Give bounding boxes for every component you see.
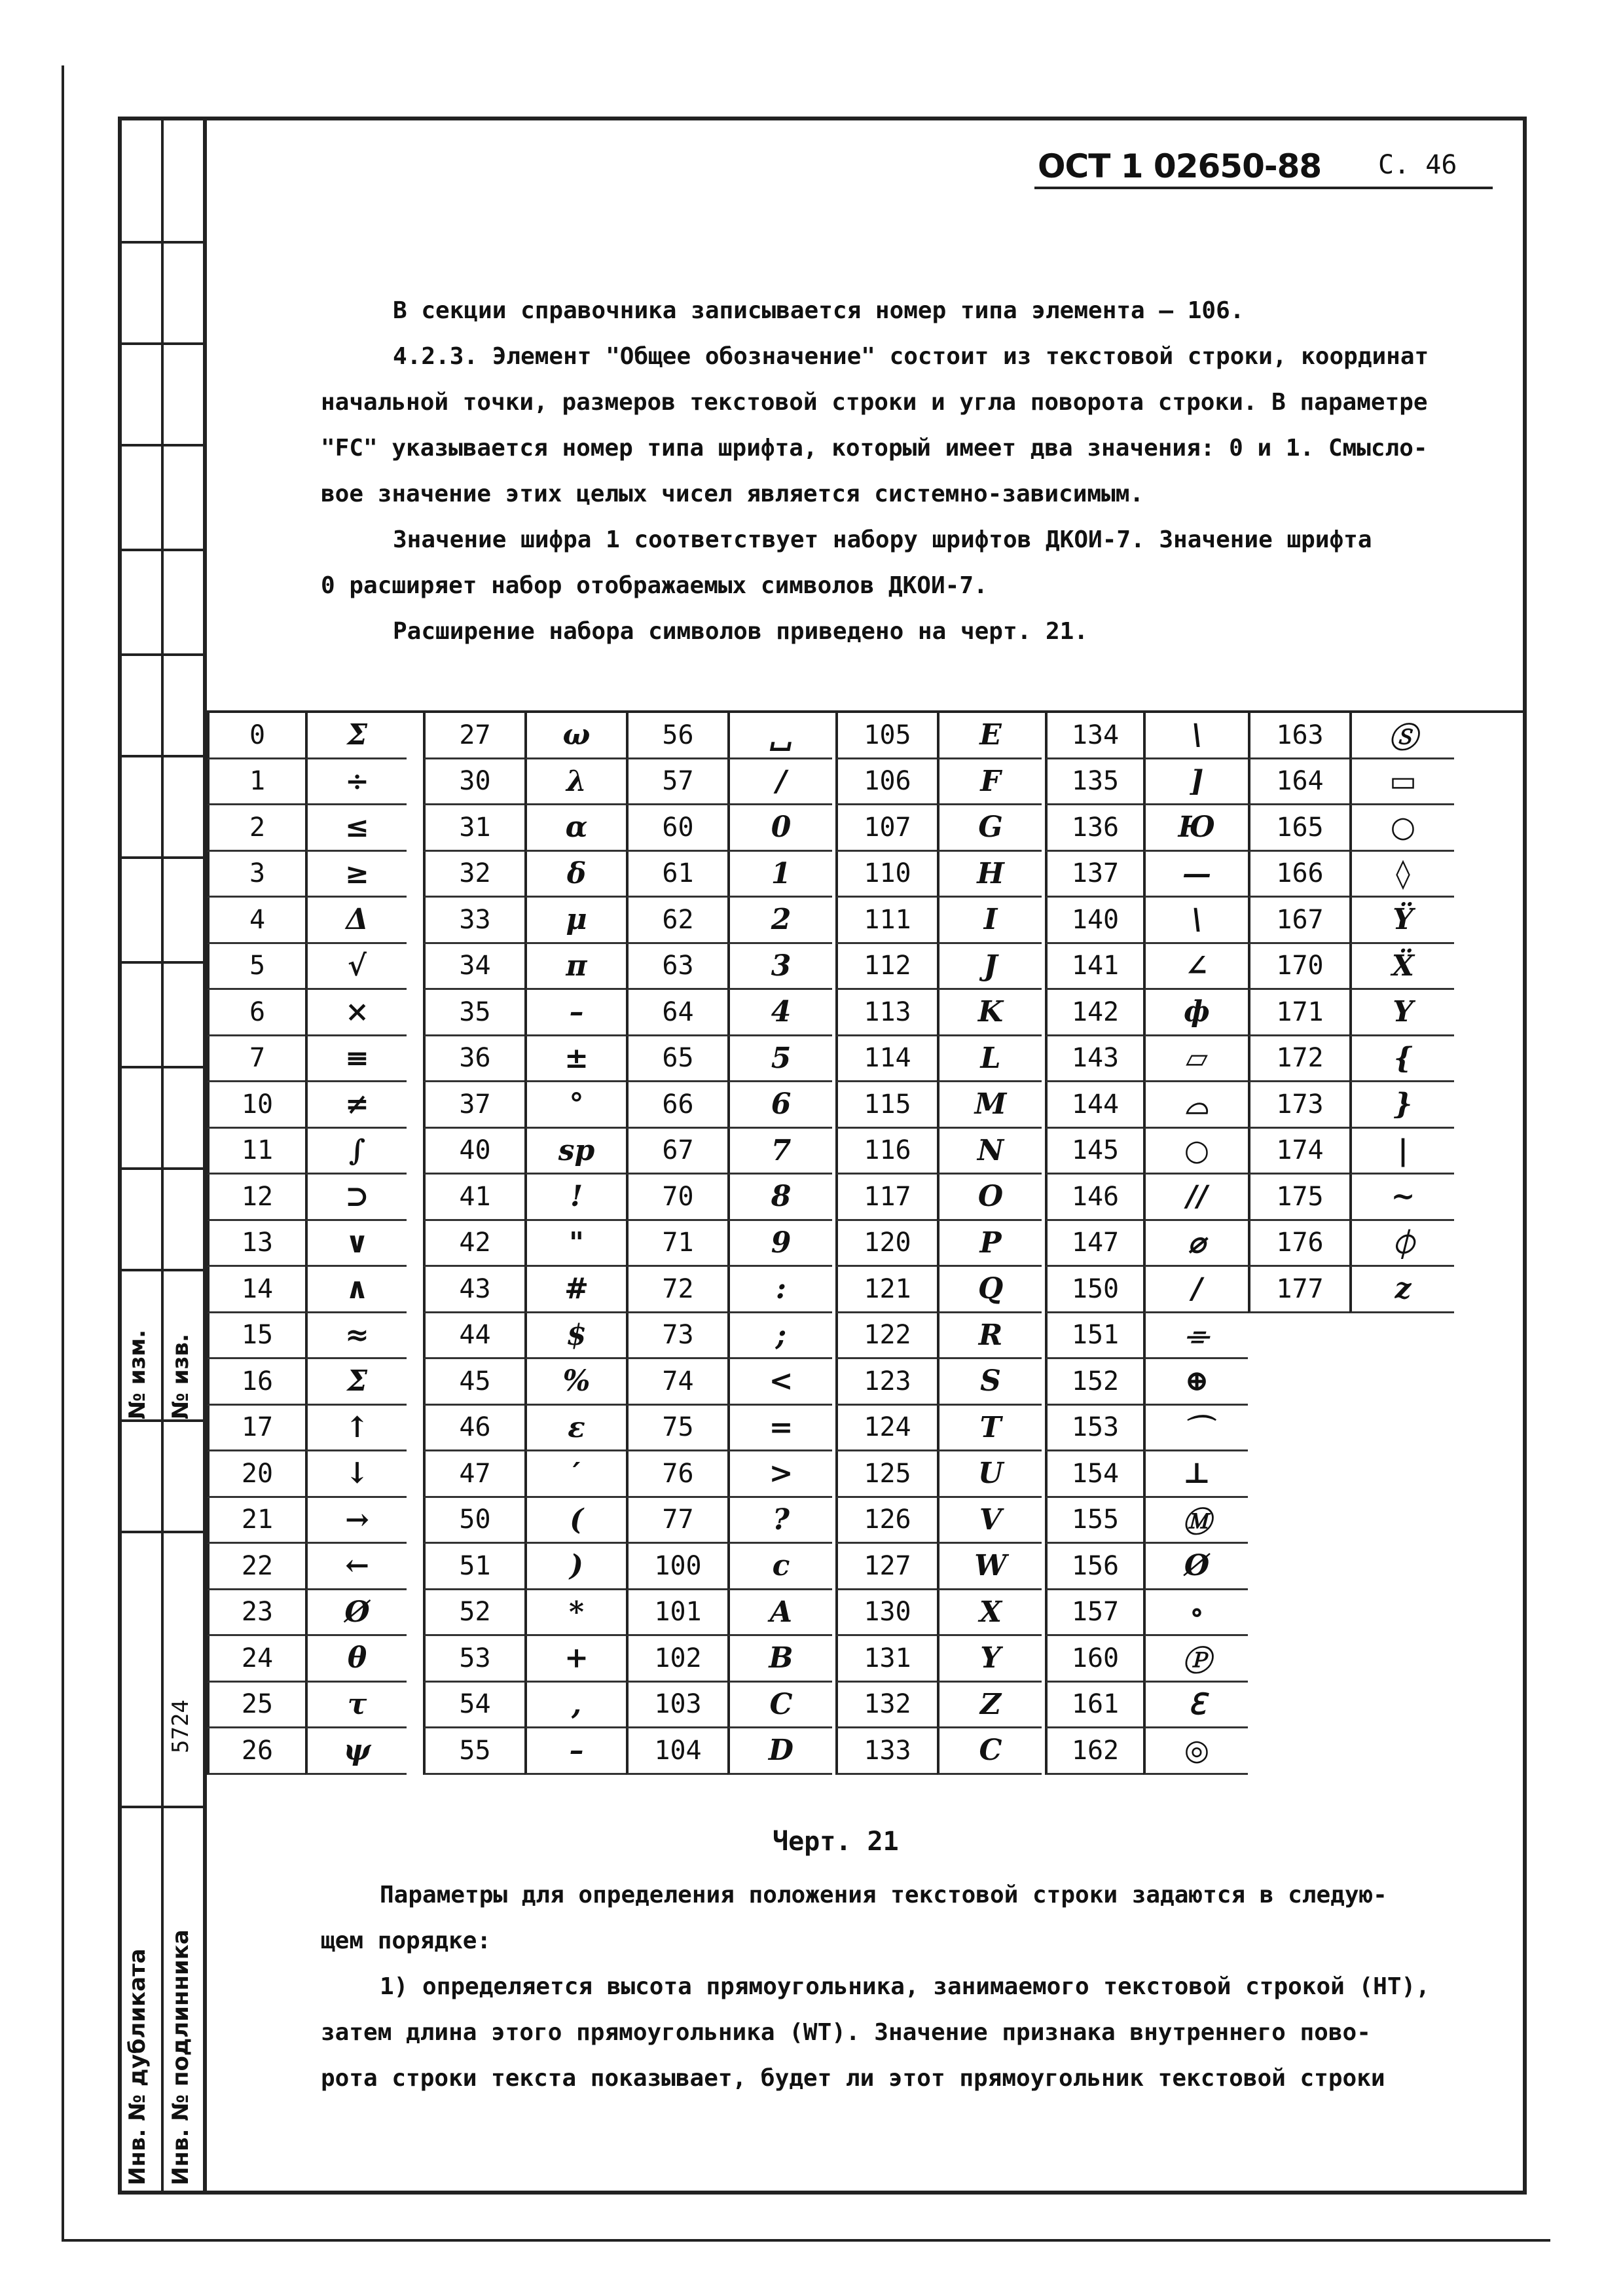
code-cell: 54 (423, 1683, 524, 1729)
code-cell: 123 (835, 1359, 937, 1406)
symbol-cell: V (937, 1498, 1042, 1544)
code-cell: 170 (1248, 944, 1349, 991)
code-cell: 21 (207, 1498, 305, 1544)
symbol-cell: — (1143, 852, 1248, 898)
symbol-cell: : (727, 1267, 832, 1313)
symbol-cell: Ø (1143, 1544, 1248, 1590)
code-cell: 171 (1248, 990, 1349, 1036)
symbol-cell: ⌓ (1143, 1082, 1248, 1129)
code-cell: 132 (835, 1683, 937, 1729)
symbol-cell: ␣ (727, 713, 832, 759)
symbol-cell: 7 (727, 1129, 832, 1175)
margin-strip (118, 117, 207, 2195)
symbol-cell: ○ (1143, 1129, 1248, 1175)
symbol-cell: Y (937, 1636, 1042, 1683)
code-cell: 5 (207, 944, 305, 991)
code-cell: 127 (835, 1544, 937, 1590)
code-cell: 24 (207, 1636, 305, 1683)
symbol-cell: ○ (1349, 805, 1454, 852)
symbol-cell: ° (524, 1082, 626, 1129)
symbol-cell: 1 (727, 852, 832, 898)
symbol-cell: W (937, 1544, 1042, 1590)
symbol-cell: # (524, 1267, 626, 1313)
symbol-cell: α (524, 805, 626, 852)
code-cell: 152 (1045, 1359, 1143, 1406)
code-cell: 101 (626, 1590, 727, 1637)
code-cell: 124 (835, 1406, 937, 1452)
symbol-cell: √ (305, 944, 407, 991)
code-cell: 55 (423, 1728, 524, 1775)
symbol-cell: ▱ (1143, 1036, 1248, 1083)
code-cell: 165 (1248, 805, 1349, 852)
symbol-cell: P (937, 1221, 1042, 1267)
symbol-cell: Σ (305, 1359, 407, 1406)
code-cell: 31 (423, 805, 524, 852)
code-cell: 26 (207, 1728, 305, 1775)
symbol-cell: τ (305, 1683, 407, 1729)
symbol-cell: ε (524, 1406, 626, 1452)
symbol-cell: ф (1143, 990, 1248, 1036)
code-cell: 16 (207, 1359, 305, 1406)
symbol-cell: + (524, 1636, 626, 1683)
symbol-cell: ω (524, 713, 626, 759)
symbol-cell: × (305, 990, 407, 1036)
symbol-cell: ⏀ (1349, 1221, 1454, 1267)
page-number: С. 46 (1378, 150, 1457, 180)
code-cell: 110 (835, 852, 937, 898)
code-cell: 137 (1045, 852, 1143, 898)
symbol-cell: T (937, 1406, 1042, 1452)
code-cell: 151 (1045, 1313, 1143, 1360)
code-cell: 70 (626, 1175, 727, 1221)
code-cell: 172 (1248, 1036, 1349, 1083)
code-cell: 121 (835, 1267, 937, 1313)
symbol-cell: $ (524, 1313, 626, 1360)
symbol-cell: ? (727, 1498, 832, 1544)
symbol-cell: C (727, 1683, 832, 1729)
code-cell: 163 (1248, 713, 1349, 759)
code-cell: 117 (835, 1175, 937, 1221)
code-cell: 40 (423, 1129, 524, 1175)
code-cell: 122 (835, 1313, 937, 1360)
code-cell: 164 (1248, 759, 1349, 806)
code-cell: 41 (423, 1175, 524, 1221)
para-line: 1) определяется высота прямоугольника, занимаемого текстовой строкой (HT), (380, 1973, 1430, 2000)
code-cell: 15 (207, 1313, 305, 1360)
code-cell: 114 (835, 1036, 937, 1083)
code-cell: 120 (835, 1221, 937, 1267)
para-line: затем длина этого прямоугольника (WT). Значение признака внутреннего пово- (321, 2019, 1371, 2046)
code-cell: 167 (1248, 898, 1349, 944)
symbol-cell: ⌒ (1143, 1406, 1248, 1452)
symbol-cell: ≡ (305, 1036, 407, 1083)
code-cell: 72 (626, 1267, 727, 1313)
code-cell: 46 (423, 1406, 524, 1452)
code-cell: 161 (1045, 1683, 1143, 1729)
symbol-cell: ⊃ (305, 1175, 407, 1221)
strip-divider (161, 117, 164, 2195)
code-cell: 106 (835, 759, 937, 806)
code-cell: 63 (626, 944, 727, 991)
code-cell: 2 (207, 805, 305, 852)
code-cell: 76 (626, 1451, 727, 1498)
code-cell: 62 (626, 898, 727, 944)
symbol-cell: } (1349, 1082, 1454, 1129)
code-cell: 145 (1045, 1129, 1143, 1175)
header-underline (1034, 187, 1493, 189)
code-cell: 30 (423, 759, 524, 806)
code-cell: 102 (626, 1636, 727, 1683)
code-cell: 50 (423, 1498, 524, 1544)
code-cell: 134 (1045, 713, 1143, 759)
symbol-cell: ← (305, 1544, 407, 1590)
code-cell: 53 (423, 1636, 524, 1683)
code-cell: 57 (626, 759, 727, 806)
symbol-cell: A (727, 1590, 832, 1637)
symbol-cell: O (937, 1175, 1042, 1221)
symbol-cell: U (937, 1451, 1042, 1498)
code-cell: 43 (423, 1267, 524, 1313)
code-cell: 115 (835, 1082, 937, 1129)
code-cell: 116 (835, 1129, 937, 1175)
symbol-cell: / (1143, 1267, 1248, 1313)
para-line: начальной точки, размеров текстовой строки и угла поворота строки. В параметре (321, 389, 1428, 416)
code-cell: 166 (1248, 852, 1349, 898)
label-izm: № изм. (124, 1329, 151, 1419)
symbol-cell: ∫ (305, 1129, 407, 1175)
code-cell: 111 (835, 898, 937, 944)
symbol-cell: Ÿ (1349, 898, 1454, 944)
symbol-cell: ↓ (305, 1451, 407, 1498)
symbol-cell: R (937, 1313, 1042, 1360)
symbol-cell: N (937, 1129, 1042, 1175)
code-cell: 173 (1248, 1082, 1349, 1129)
code-cell: 146 (1045, 1175, 1143, 1221)
code-cell: 155 (1045, 1498, 1143, 1544)
symbol-cell: Ⓜ (1143, 1498, 1248, 1544)
para-line: Значение шифра 1 соответствует набору шрифтов ДКОИ-7. Значение шрифта (393, 526, 1372, 553)
symbol-cell: 9 (727, 1221, 832, 1267)
code-cell: 67 (626, 1129, 727, 1175)
code-cell: 177 (1248, 1267, 1349, 1313)
code-cell: 75 (626, 1406, 727, 1452)
code-cell: 141 (1045, 944, 1143, 991)
code-cell: 60 (626, 805, 727, 852)
symbol-cell: ≥ (305, 852, 407, 898)
symbol-cell: ◎ (1143, 1728, 1248, 1775)
code-cell: 143 (1045, 1036, 1143, 1083)
code-cell: 42 (423, 1221, 524, 1267)
code-cell: 25 (207, 1683, 305, 1729)
code-cell: 133 (835, 1728, 937, 1775)
code-cell: 61 (626, 852, 727, 898)
symbol-cell: ( (524, 1498, 626, 1544)
symbol-cell: ↑ (305, 1406, 407, 1452)
code-cell: 7 (207, 1036, 305, 1083)
code-cell: 105 (835, 713, 937, 759)
symbol-cell: Ẍ (1349, 944, 1454, 991)
symbol-cell: ⌀ (1143, 1221, 1248, 1267)
symbol-cell: ] (1143, 759, 1248, 806)
label-inv-dub: Инв. № дубликата (124, 1948, 151, 2185)
symbol-cell: z (1349, 1267, 1454, 1313)
symbol-cell: ′ (524, 1451, 626, 1498)
symbol-cell: , (524, 1683, 626, 1729)
symbol-cell: Ⓢ (1349, 713, 1454, 759)
code-cell: 13 (207, 1221, 305, 1267)
symbol-cell: 3 (727, 944, 832, 991)
symbol-cell: ) (524, 1544, 626, 1590)
para-line: 4.2.3. Элемент "Общее обозначение" состоит из текстовой строки, координат (393, 343, 1429, 370)
code-cell: 45 (423, 1359, 524, 1406)
label-izv: № изв. (168, 1334, 194, 1419)
code-cell: 47 (423, 1451, 524, 1498)
code-cell: 10 (207, 1082, 305, 1129)
symbol-cell: θ (305, 1636, 407, 1683)
code-cell: 34 (423, 944, 524, 991)
para-line: 0 расширяет набор отображаемых символов ДКОИ-7. (321, 572, 988, 599)
code-cell: 160 (1045, 1636, 1143, 1683)
para-line: щем порядке: (321, 1927, 492, 1954)
code-cell: 113 (835, 990, 937, 1036)
code-cell: 156 (1045, 1544, 1143, 1590)
code-cell: 131 (835, 1636, 937, 1683)
symbol-cell: Ю (1143, 805, 1248, 852)
code-cell: 23 (207, 1590, 305, 1637)
symbol-cell: Δ (305, 898, 407, 944)
code-cell: 130 (835, 1590, 937, 1637)
figure-caption: Черт. 21 (773, 1827, 899, 1857)
code-cell: 12 (207, 1175, 305, 1221)
symbol-cell: 4 (727, 990, 832, 1036)
code-cell: 37 (423, 1082, 524, 1129)
symbol-cell: > (727, 1451, 832, 1498)
code-cell: 11 (207, 1129, 305, 1175)
symbol-cell: / (727, 759, 832, 806)
symbol-cell: ∘ (1143, 1590, 1248, 1637)
symbol-cell: ⌯ (1143, 1313, 1248, 1360)
symbol-cell: K (937, 990, 1042, 1036)
symbol-cell: ≤ (305, 805, 407, 852)
symbol-cell: 5 (727, 1036, 832, 1083)
code-cell: 74 (626, 1359, 727, 1406)
symbol-cell: S (937, 1359, 1042, 1406)
symbol-cell: → (305, 1498, 407, 1544)
code-cell: 14 (207, 1267, 305, 1313)
code-cell: 150 (1045, 1267, 1143, 1313)
code-cell: 107 (835, 805, 937, 852)
symbol-cell: ! (524, 1175, 626, 1221)
symbol-cell: ⊕ (1143, 1359, 1248, 1406)
symbol-cell: % (524, 1359, 626, 1406)
symbol-cell: ⊥ (1143, 1451, 1248, 1498)
symbol-cell: ▭ (1349, 759, 1454, 806)
code-cell: 35 (423, 990, 524, 1036)
symbol-cell: Z (937, 1683, 1042, 1729)
code-cell: 126 (835, 1498, 937, 1544)
symbol-cell: ~ (1349, 1175, 1454, 1221)
code-cell: 65 (626, 1036, 727, 1083)
symbol-cell: X (937, 1590, 1042, 1637)
code-cell: 51 (423, 1544, 524, 1590)
code-cell: 147 (1045, 1221, 1143, 1267)
code-cell: 22 (207, 1544, 305, 1590)
symbol-cell: Σ (305, 713, 407, 759)
symbol-cell: I (937, 898, 1042, 944)
symbol-cell: F (937, 759, 1042, 806)
code-cell: 100 (626, 1544, 727, 1590)
symbol-cell: ◊ (1349, 852, 1454, 898)
code-cell: 6 (207, 990, 305, 1036)
symbol-cell: \ (1143, 898, 1248, 944)
code-cell: 144 (1045, 1082, 1143, 1129)
code-cell: 20 (207, 1451, 305, 1498)
symbol-cell: \ (1143, 713, 1248, 759)
symbol-cell: sp (524, 1129, 626, 1175)
code-cell: 3 (207, 852, 305, 898)
code-cell: 73 (626, 1313, 727, 1360)
symbol-cell: ≈ (305, 1313, 407, 1360)
symbol-cell: J (937, 944, 1042, 991)
symbol-cell: Ø (305, 1590, 407, 1637)
para-line: вое значение этих целых чисел является системно-зависимым. (321, 481, 1144, 507)
symbol-cell: < (727, 1359, 832, 1406)
symbol-cell: = (727, 1406, 832, 1452)
code-cell: 136 (1045, 805, 1143, 852)
symbol-cell: 0 (727, 805, 832, 852)
symbol-cell: ≠ (305, 1082, 407, 1129)
page-header (1038, 147, 1496, 187)
symbol-cell: G (937, 805, 1042, 852)
symbol-cell: C (937, 1728, 1042, 1775)
symbol-cell: ; (727, 1313, 832, 1360)
symbol-cell: Q (937, 1267, 1042, 1313)
code-cell: 176 (1248, 1221, 1349, 1267)
symbol-cell: – (524, 1728, 626, 1775)
code-cell: 162 (1045, 1728, 1143, 1775)
symbol-table (207, 710, 1527, 1791)
symbol-cell: δ (524, 852, 626, 898)
symbol-cell: ∨ (305, 1221, 407, 1267)
code-cell: 174 (1248, 1129, 1349, 1175)
code-cell: 103 (626, 1683, 727, 1729)
symbol-cell: π (524, 944, 626, 991)
symbol-cell: * (524, 1590, 626, 1637)
symbol-cell: ψ (305, 1728, 407, 1775)
symbol-cell: ∧ (305, 1267, 407, 1313)
symbol-cell: ± (524, 1036, 626, 1083)
code-cell: 71 (626, 1221, 727, 1267)
symbol-cell: ÷ (305, 759, 407, 806)
code-cell: 52 (423, 1590, 524, 1637)
symbol-cell: D (727, 1728, 832, 1775)
symbol-cell: // (1143, 1175, 1248, 1221)
code-cell: 64 (626, 990, 727, 1036)
para-line: Параметры для определения положения текстовой строки задаются в следую- (380, 1882, 1387, 1908)
code-cell: 17 (207, 1406, 305, 1452)
symbol-cell: B (727, 1636, 832, 1683)
symbol-cell: " (524, 1221, 626, 1267)
symbol-cell: Ⓟ (1143, 1636, 1248, 1683)
code-cell: 77 (626, 1498, 727, 1544)
symbol-cell: ∠ (1143, 944, 1248, 991)
code-cell: 154 (1045, 1451, 1143, 1498)
symbol-cell: c (727, 1544, 832, 1590)
code-cell: 135 (1045, 759, 1143, 806)
symbol-cell: 6 (727, 1082, 832, 1129)
symbol-cell: L (937, 1036, 1042, 1083)
para-line: рота строки текста показывает, будет ли этот прямоугольник текстовой строки (321, 2065, 1385, 2092)
para-line: "FC" указывается номер типа шрифта, который имеет два значения: 0 и 1. Смысло- (321, 435, 1428, 462)
code-cell: 44 (423, 1313, 524, 1360)
symbol-cell: E (937, 713, 1042, 759)
symbol-cell: λ (524, 759, 626, 806)
doc-code: ОСТ 1 02650-88 (1038, 147, 1322, 185)
symbol-cell: 2 (727, 898, 832, 944)
code-cell: 104 (626, 1728, 727, 1775)
code-cell: 1 (207, 759, 305, 806)
label-inv-podl: Инв. № подлинника (168, 1929, 194, 2185)
para-line: Расширение набора символов приведено на черт. 21. (393, 618, 1089, 645)
code-cell: 125 (835, 1451, 937, 1498)
code-cell: 27 (423, 713, 524, 759)
symbol-cell: – (524, 990, 626, 1036)
symbol-cell: 8 (727, 1175, 832, 1221)
symbol-cell: ℇ (1143, 1683, 1248, 1729)
code-cell: 175 (1248, 1175, 1349, 1221)
code-cell: 112 (835, 944, 937, 991)
code-cell: 33 (423, 898, 524, 944)
symbol-cell: Y (1349, 990, 1454, 1036)
code-cell: 0 (207, 713, 305, 759)
code-cell: 157 (1045, 1590, 1143, 1637)
symbol-cell: H (937, 852, 1042, 898)
top-text (321, 288, 1473, 655)
symbol-cell: μ (524, 898, 626, 944)
code-cell: 4 (207, 898, 305, 944)
code-cell: 140 (1045, 898, 1143, 944)
bottom-text (321, 1872, 1473, 2102)
label-inv-number: 5724 (168, 1700, 194, 1753)
code-cell: 66 (626, 1082, 727, 1129)
symbol-cell: M (937, 1082, 1042, 1129)
code-cell: 36 (423, 1036, 524, 1083)
code-cell: 56 (626, 713, 727, 759)
code-cell: 153 (1045, 1406, 1143, 1452)
symbol-cell: | (1349, 1129, 1454, 1175)
symbol-cell: { (1349, 1036, 1454, 1083)
code-cell: 142 (1045, 990, 1143, 1036)
code-cell: 32 (423, 852, 524, 898)
para-line: В секции справочника записывается номер типа элемента – 106. (393, 297, 1245, 324)
